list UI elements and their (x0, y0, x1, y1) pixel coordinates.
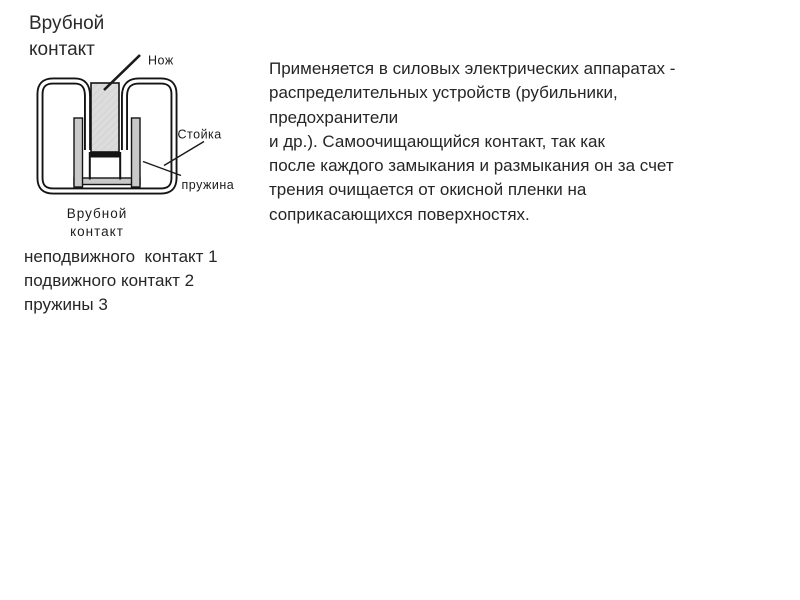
knife-blade (91, 83, 119, 152)
spring-label: пружина (181, 178, 235, 192)
spring-leaf-right (132, 118, 141, 187)
description-line: и др.). Самоочищающийся контакт, так как (269, 131, 605, 151)
spring-leaf-left (74, 118, 83, 187)
page-title: Врубной контакт (29, 13, 105, 60)
description-line: после каждого замыкания и размыкания он за счет (269, 156, 674, 176)
description-line: распределительных устройств (рубильники, (269, 83, 618, 103)
knife-label: Нож (148, 53, 174, 68)
description-line: Применяется в силовых электрических аппаратах - (269, 59, 676, 78)
stand-label: Стойка (177, 127, 222, 142)
description-line: трения очищается от окисной пленки на (269, 180, 587, 200)
legend-line: неподвижного контакт 1 (24, 247, 218, 266)
description-line: предохранители (269, 107, 399, 127)
legend-line: подвижного контакт 2 (24, 271, 195, 290)
knife-stop-bar (89, 153, 121, 158)
description-paragraph (269, 57, 769, 227)
description-line: соприкасающихся поверхностях. (269, 204, 530, 224)
base-contact-bar (74, 178, 140, 185)
figure-caption: Врубной контакт (66, 206, 128, 239)
parts-legend (24, 245, 304, 317)
stand-pointer-line (164, 142, 204, 166)
legend-line: пружины 3 (24, 295, 108, 314)
